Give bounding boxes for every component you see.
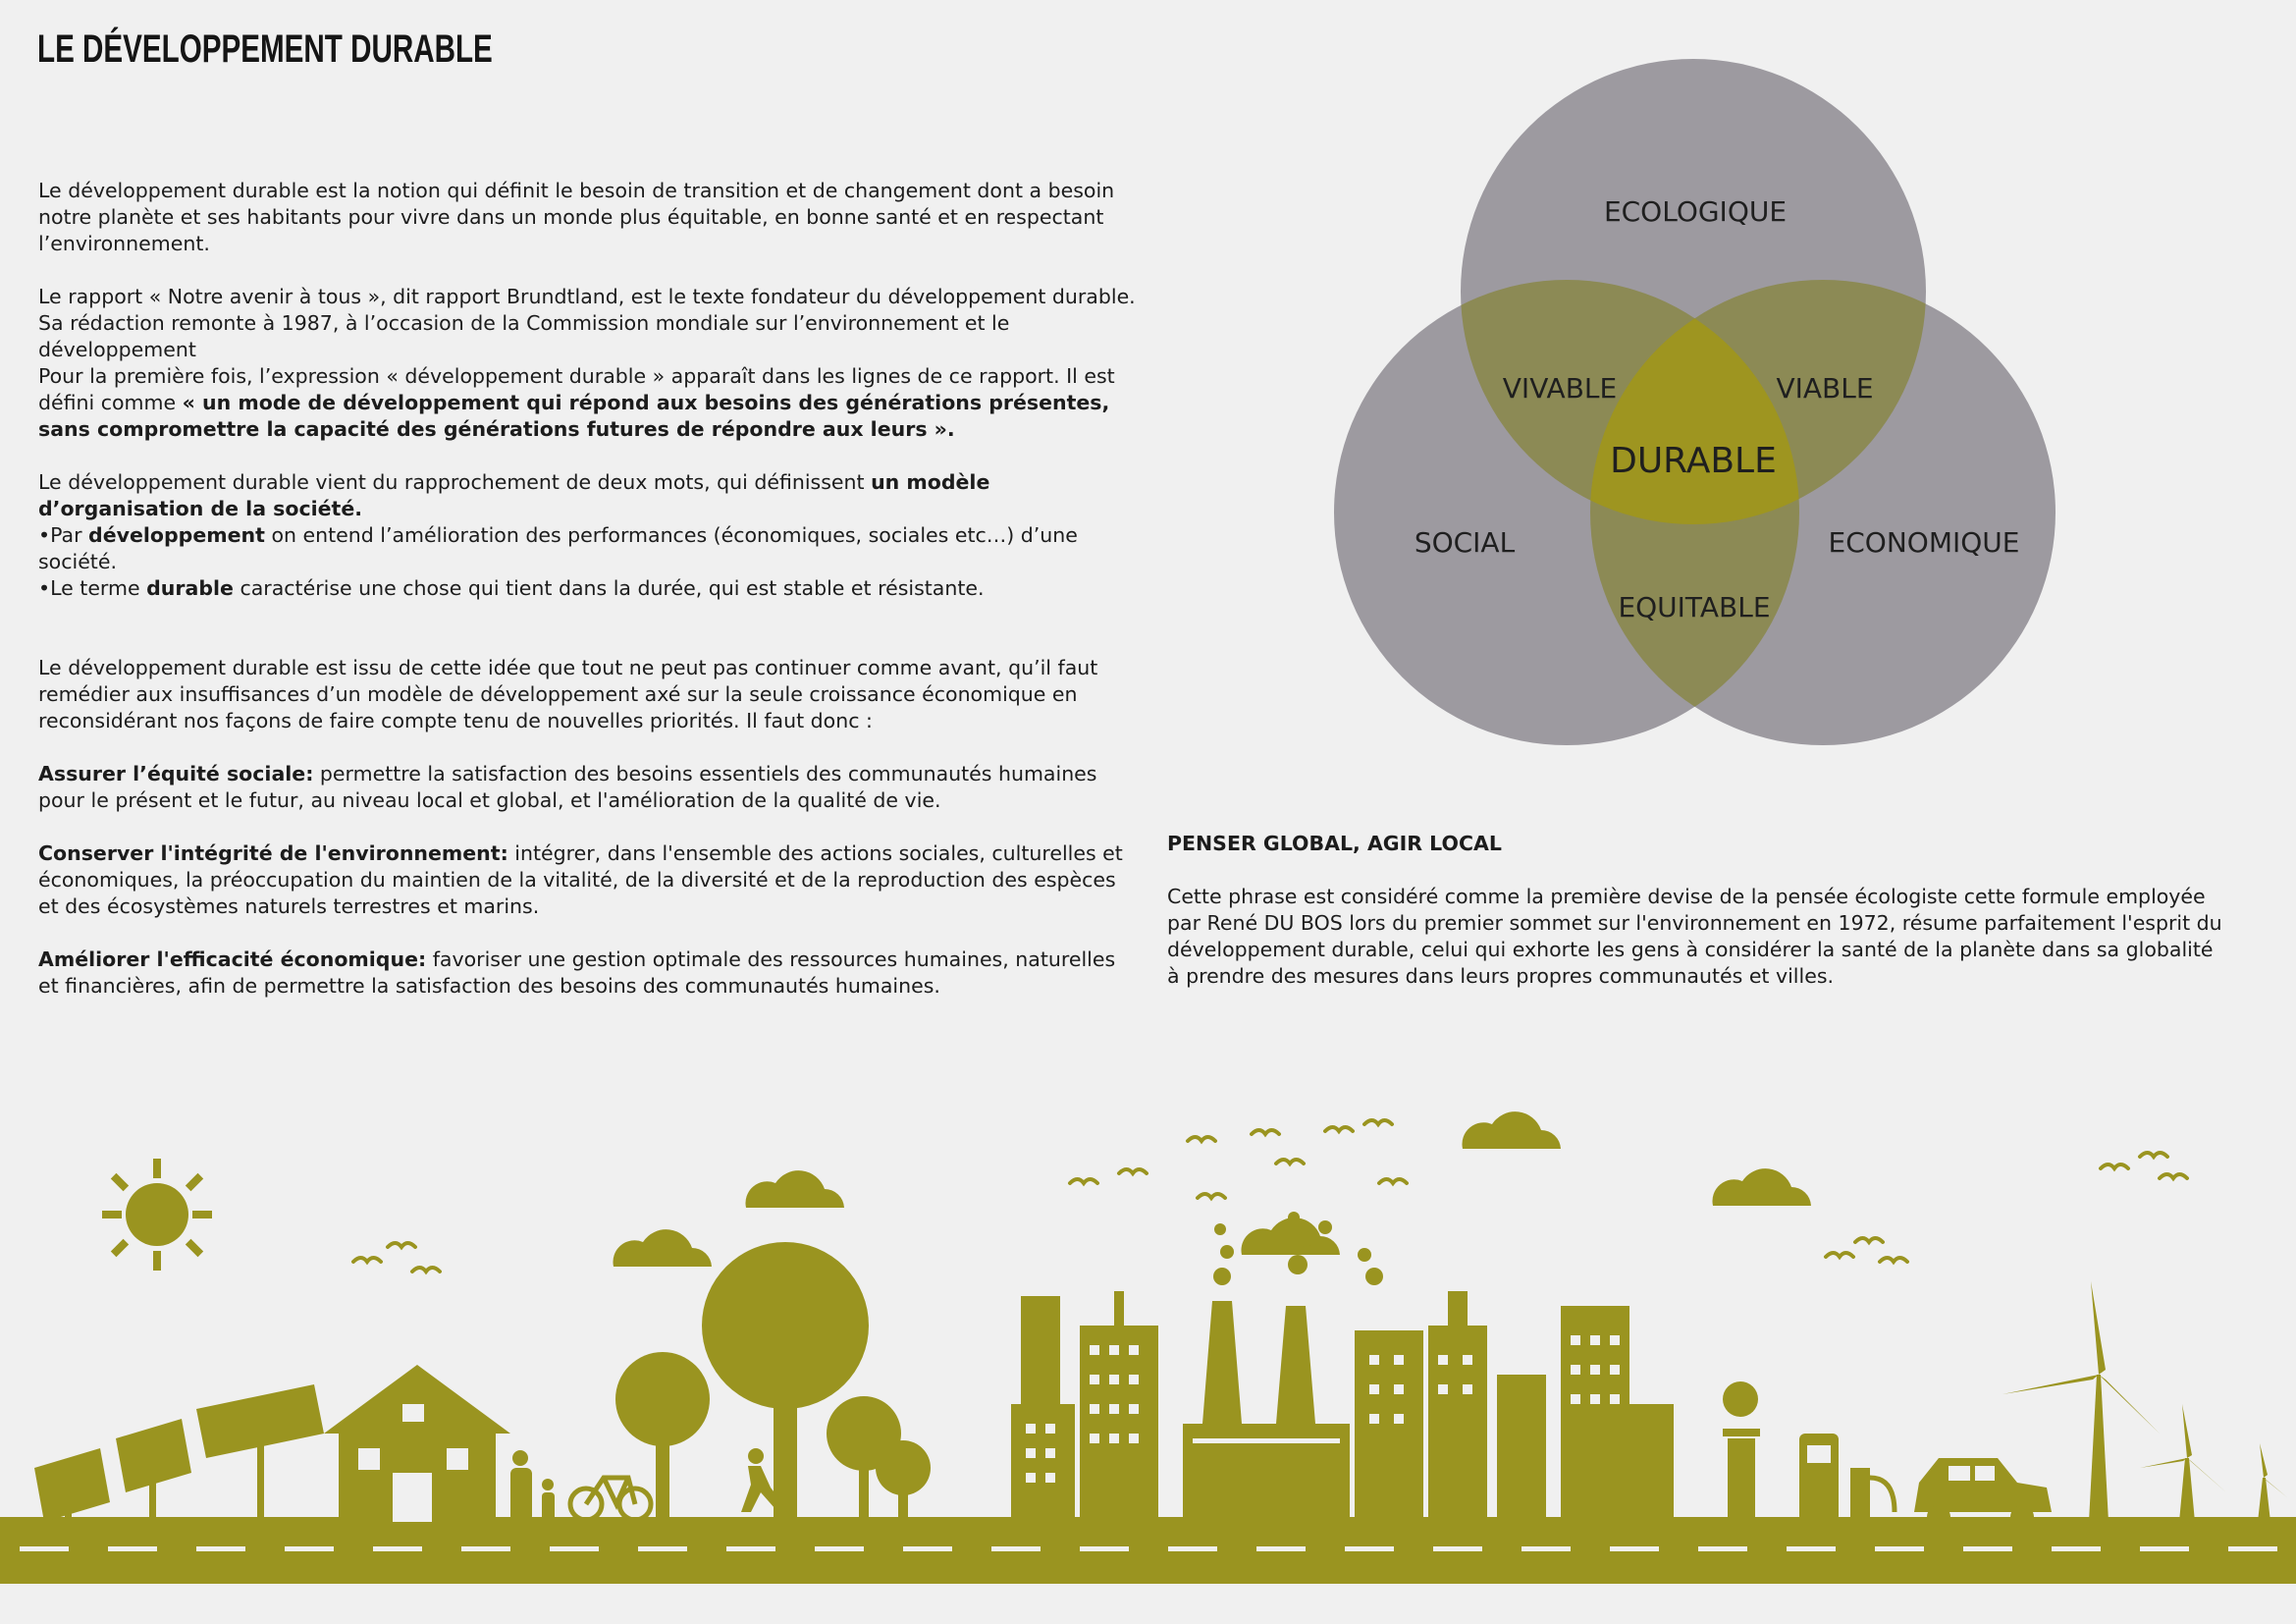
ev-charger-icon (1850, 1468, 1895, 1522)
wind-turbine-icon (2002, 1281, 2287, 1522)
side-paragraph: Cette phrase est considéré comme la première devise de la pensée écologiste cette formule employée par René DU BOS lors du premier sommet sur l'environnement en 1972, résume parfaitement l'esprit du développement durable, celui qui exhorte les gens à considérer la santé de la planète dans sa globalité à prendre des mesures dans leurs propres communautés et villes. (1167, 885, 2222, 988)
family-icon (510, 1450, 555, 1522)
tree-icon (615, 1242, 931, 1522)
goal-social: Assurer l’équité sociale: permettre la satisfaction des besoins essentiels des communautés humaines pour le présent et le futur, au niveau local et global, et l'amélioration de la qualité de vie. (38, 762, 1097, 812)
label-social: SOCIAL (1414, 526, 1516, 559)
label-economique: ECONOMIQUE (1828, 526, 2020, 559)
side-text (1167, 831, 2227, 990)
main-text (38, 178, 1138, 1000)
factory-icon (1183, 1212, 1383, 1522)
bullet-developpement: •Par développement on entend l’amélioration des performances (économiques, sociales etc…) d’une société. (38, 523, 1078, 573)
intro-paragraph-1: Le développement durable est la notion qui définit le besoin de transition et de changement dont a besoin notre planète et ses habitants pour vivre dans un monde plus équitable, en bonne santé et en respectant l’environnement. (38, 179, 1115, 255)
label-durable: DURABLE (1610, 441, 1777, 481)
fuel-pump-icon (1799, 1434, 1839, 1522)
intro-paragraph-4: Le développement durable est issu de cette idée que tout ne peut pas continuer comme avant, qu’il faut remédier aux insuffisances d’un modèle de développement axé sur la seule croissance économique en reconsidérant nos façons de faire compte tenu de nouvelles priorités. Il faut donc : (38, 656, 1098, 732)
definition-quote: « un mode de développement qui répond aux besoins des générations présentes, sans compromettre la capacité des générations futures de répondre aux leurs ». (38, 391, 1110, 441)
goal-economic: Améliorer l'efficacité économique: favoriser une gestion optimale des ressources humaines, naturelles et financières, afin de permettre la satisfaction des besoins des communautés humaines. (38, 947, 1116, 998)
venn-diagram (1315, 59, 2081, 785)
label-equitable: EQUITABLE (1618, 591, 1771, 623)
goal-environment: Conserver l'intégrité de l'environnement: intégrer, dans l'ensemble des actions sociales, culturelles et économiques, la préoccupation du maintien de la vitalité, de la diversité et de la reproduction des espèces et des écosystèmes naturels terrestres et marins. (38, 841, 1123, 918)
bicycle-icon (570, 1478, 651, 1520)
intro-paragraph-2: Le rapport « Notre avenir à tous », dit rapport Brundtland, est le texte fondateur du développement durable. Sa rédaction remonte à 1987, à l’occasion de la Commission mondiale sur l’environnement et le développement (38, 285, 1136, 361)
label-vivable: VIVABLE (1502, 372, 1618, 405)
city-illustration (0, 1080, 2296, 1624)
recycle-bin-icon (1723, 1381, 1760, 1517)
side-heading: PENSER GLOBAL, AGIR LOCAL (1167, 832, 1502, 855)
intro-paragraph-2b: Pour la première fois, l’expression « développement durable » apparaît dans les lignes de ce rapport. Il est défini comme « un mode de développement qui répond aux besoins des générations présentes, sans compromettre la capacité des générations futures de répondre aux leurs ». (38, 364, 1115, 441)
sun-icon (102, 1159, 212, 1271)
label-viable: VIABLE (1776, 372, 1874, 405)
bullet-durable: •Le terme durable caractérise une chose qui tient dans la durée, qui est stable et résistante. (38, 576, 985, 600)
road-icon (0, 1517, 2296, 1584)
label-ecologique: ECOLOGIQUE (1603, 195, 1788, 228)
page-title: LE DÉVELOPPEMENT DURABLE (37, 27, 493, 71)
solar-panel-icon (34, 1384, 324, 1522)
intro-paragraph-3: Le développement durable vient du rapprochement de deux mots, qui définissent un modèle d’organisation de la société. (38, 470, 990, 520)
house-icon (324, 1365, 510, 1522)
